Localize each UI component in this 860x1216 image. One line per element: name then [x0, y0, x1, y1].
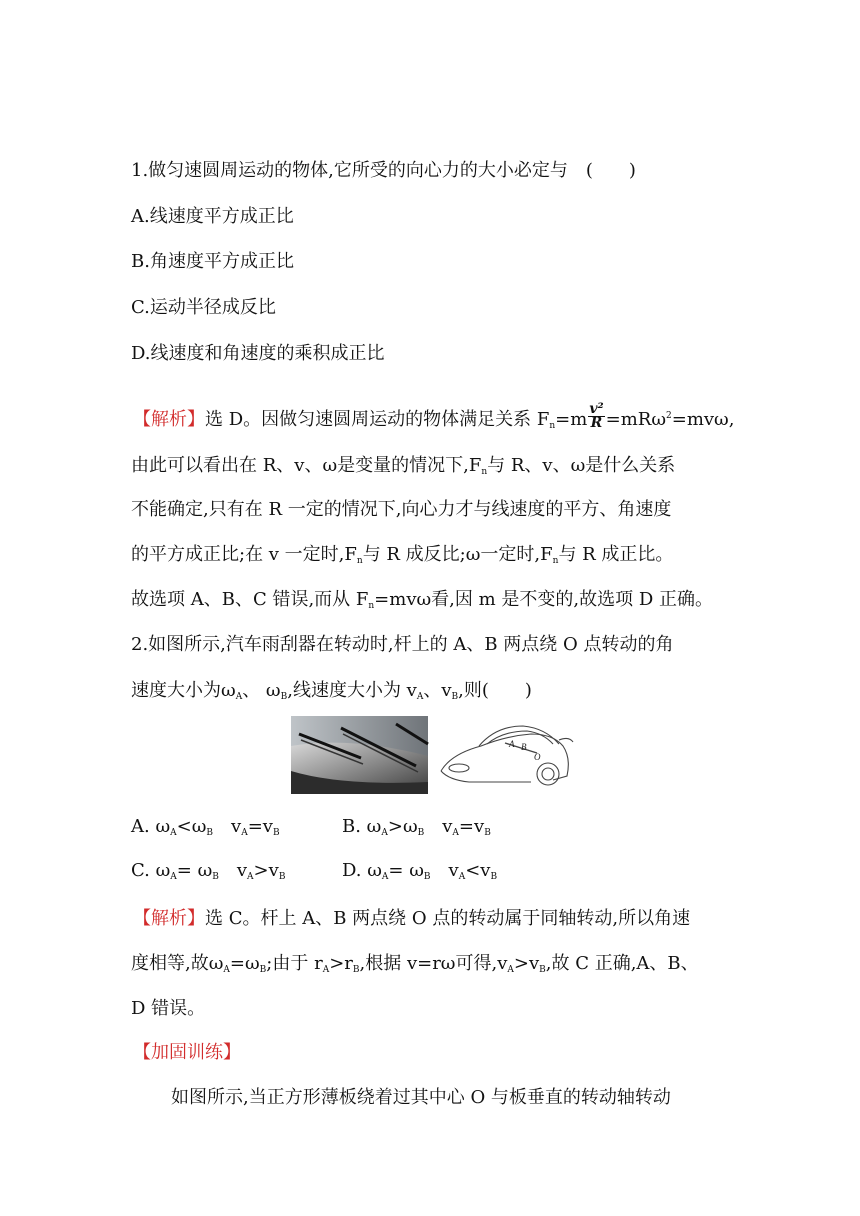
analysis1-line4: 的平方成正比;在 v 一定时$,F_n$与 R 成反比;ω一定时$,F_n$与 R 成正比。	[131, 544, 674, 566]
q1-option-b: B.角速度平方成正比	[131, 251, 294, 272]
q2-option-c: C. $\omega_A= \omega_B$ $v_A>v_B$	[131, 860, 286, 882]
analysis2-line3: D 错误。	[131, 998, 206, 1019]
q2-figures	[291, 716, 581, 803]
practice-line1: 如图所示,当正方形薄板绕着过其中心 O 与板垂直的转动轴转动	[171, 1087, 671, 1108]
analysis2-line1: 【解析】选 C。杆上 A、B 两点绕 O 点的转动属于同轴转动,所以角速	[133, 908, 691, 929]
analysis2-line2: 度相等,故$\omega_A=\omega_B$;由于 $r_A>r_B$,根据 v=rω可得$,v_A>v_B$,故 C 正确,A、B、	[131, 953, 699, 975]
q1-option-d: D.线速度和角速度的乘积成正比	[131, 343, 385, 364]
point-b-label: B	[521, 742, 527, 752]
q2-option-d: D. $\omega_A= \omega_B$ $v_A<v_B$	[342, 860, 498, 882]
q1-option-a: A.线速度平方成正比	[131, 206, 294, 227]
analysis1-line1: 【解析】选 D。因做匀速圆周运动的物体满足关系 $F_n=m$ $\frac{\text{v²}}{R}$ =mRω$^2$=mvω,	[133, 400, 735, 431]
q2-stem-line1: 2.如图所示,汽车雨刮器在转动时,杆上的 A、B 两点绕 O 点转动的角	[131, 634, 674, 655]
q1-stem: 1.做匀速圆周运动的物体,它所受的向心力的大小必定与 ( )	[131, 160, 636, 181]
car-sketch	[441, 726, 573, 785]
q2-option-a: A. $\omega_A<\omega_B$ $v_A=v_B$	[131, 816, 280, 838]
q2-option-b: B. $\omega_A>\omega_B$ $v_A=v_B$	[342, 816, 491, 838]
point-o-label: O	[534, 752, 541, 762]
analysis1-line5: 故选项 A、B、C 错误,而从 $F_n=mv\omega$看,因 m 是不变的,故选项 D 正确。	[131, 589, 713, 611]
q2-stem-line2: 速度大小为$\omega_A$、 $\omega_B$,线速度大小为 $v_A$、$v_B$,则( )	[131, 680, 532, 702]
analysis1-line3: 不能确定,只有在 R 一定的情况下,向心力才与线速度的平方、角速度	[131, 499, 672, 520]
analysis-tag: 【解析】	[133, 409, 205, 430]
wiper-photo-and-car-sketch	[291, 716, 581, 798]
analysis-tag: 【解析】	[133, 908, 205, 929]
fraction-v2-over-r: $\frac{\text{v²}}{R}$	[589, 400, 604, 431]
q1-option-c: C.运动半径成反比	[131, 297, 276, 318]
point-a-label: A	[509, 739, 515, 749]
analysis1-line2: 由此可以看出在 R、v、ω是变量的情况下$,F_n$与 R、v、ω是什么关系	[131, 455, 676, 477]
wiper-photo	[291, 716, 428, 794]
practice-tag: 【加固训练】	[133, 1042, 241, 1063]
